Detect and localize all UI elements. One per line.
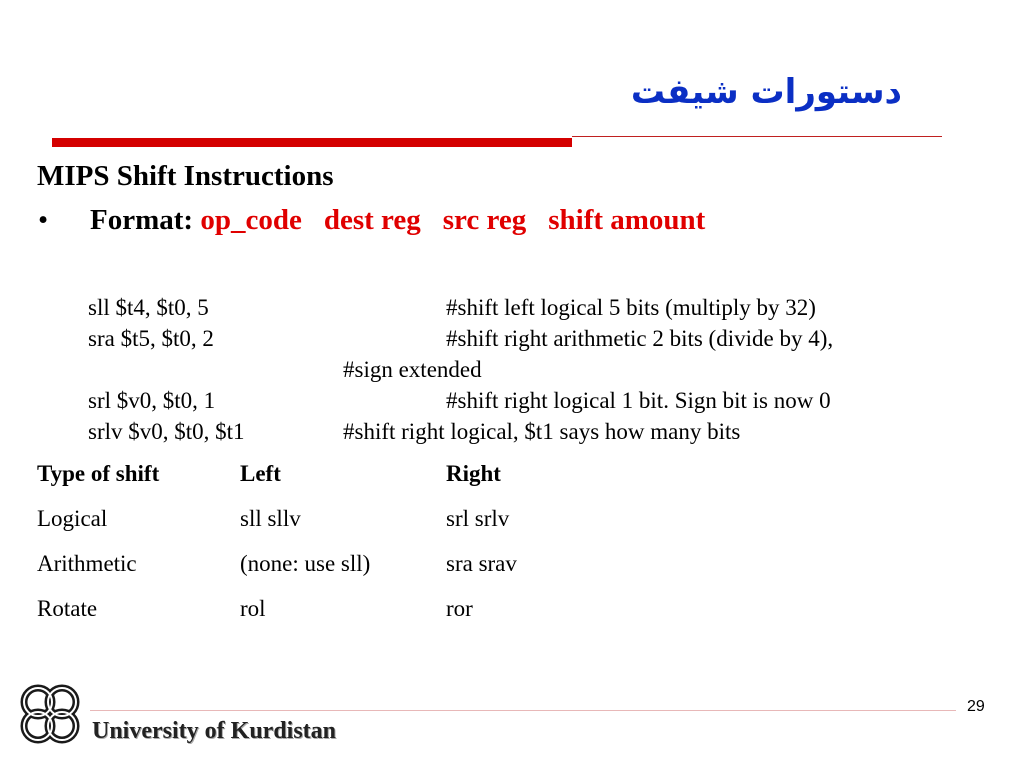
knot-logo-icon bbox=[14, 678, 86, 750]
table-header-right: Right bbox=[446, 461, 501, 486]
table-cell: Rotate bbox=[37, 596, 98, 621]
comment-srlv: #shift right logical, $t1 says how many bits bbox=[343, 419, 741, 444]
comment-srl: #shift right logical 1 bit. Sign bit is now 0 bbox=[446, 388, 831, 413]
comment-sra-continuation: #sign extended bbox=[343, 357, 482, 382]
code-sra: sra $t5, $t0, 2 bbox=[88, 326, 214, 351]
table-cell: Arithmetic bbox=[37, 551, 137, 576]
footer-rule bbox=[90, 710, 956, 711]
comment-sra: #shift right arithmetic 2 bits (divide by 4), bbox=[446, 326, 834, 351]
code-sll: sll $t4, $t0, 5 bbox=[88, 295, 209, 320]
table-cell: srl srlv bbox=[446, 506, 510, 531]
table-cell: sra srav bbox=[446, 551, 517, 576]
page-number: 29 bbox=[967, 698, 985, 715]
table-header-type: Type of shift bbox=[37, 461, 160, 486]
table-cell: (none: use sll) bbox=[240, 551, 371, 576]
table-header-left: Left bbox=[240, 461, 281, 486]
table-cell: sll sllv bbox=[240, 506, 301, 531]
format-field-shamt: shift amount bbox=[548, 204, 706, 236]
table-cell: Logical bbox=[37, 506, 108, 531]
format-line bbox=[90, 204, 727, 237]
slide-heading: MIPS Shift Instructions bbox=[37, 160, 334, 192]
bullet-marker: • bbox=[38, 204, 49, 236]
slide-title: دستورات شیفت bbox=[630, 72, 902, 112]
table-cell: rol bbox=[240, 596, 266, 621]
university-name: University of Kurdistan bbox=[92, 718, 337, 744]
title-rule-thin bbox=[572, 136, 942, 137]
code-srlv: srlv $v0, $t0, $t1 bbox=[88, 419, 245, 444]
format-label: Format: bbox=[90, 204, 194, 236]
format-field-src: src reg bbox=[442, 204, 527, 236]
format-field-opcode: op_code bbox=[200, 204, 302, 236]
comment-sll: #shift left logical 5 bits (multiply by 32) bbox=[446, 295, 816, 320]
format-field-dest: dest reg bbox=[323, 204, 421, 236]
code-srl: srl $v0, $t0, 1 bbox=[88, 388, 216, 413]
table-cell: ror bbox=[446, 596, 473, 621]
title-rule-thick bbox=[52, 138, 572, 147]
